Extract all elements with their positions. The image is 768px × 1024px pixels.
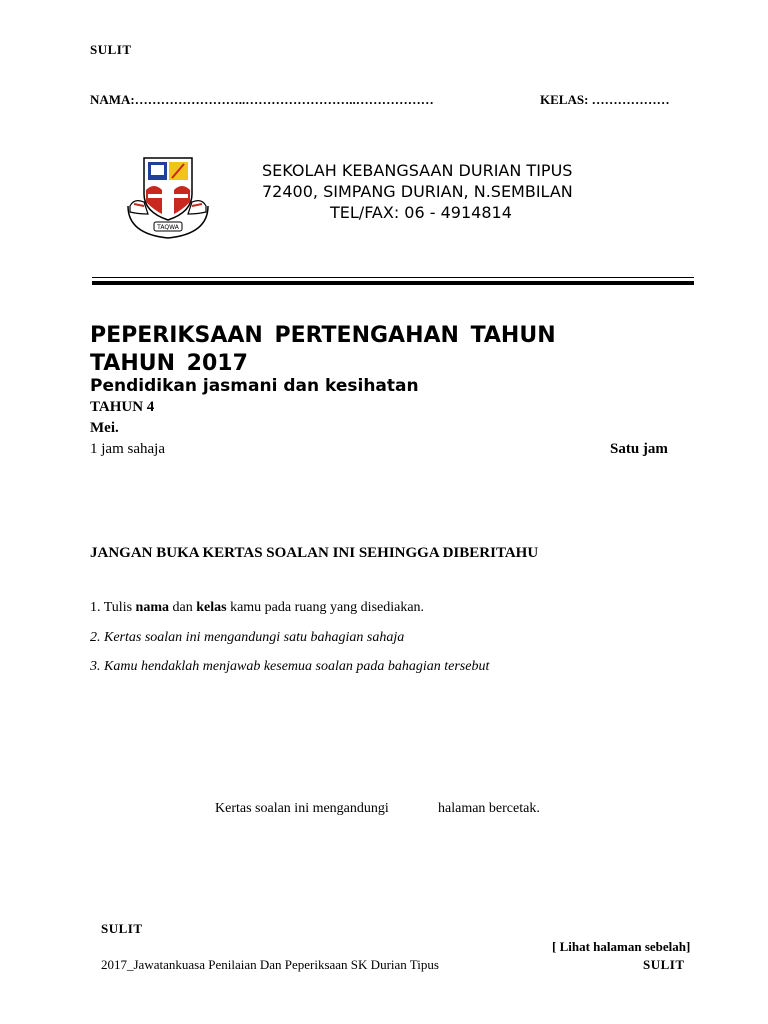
exam-month: Mei. [90, 420, 119, 436]
footer-sulit-right: SULIT [643, 957, 685, 972]
instruction-3: 3. Kamu hendaklah menjawab kesemua soalan pada bahagian tersebut [90, 659, 490, 674]
exam-grade: TAHUN 4 [90, 399, 155, 415]
class-field-label: KELAS: ……………… [540, 92, 670, 107]
pages-note-part2: halaman bercetak. [438, 801, 540, 816]
footer-next-page: [ Lihat halaman sebelah] [552, 939, 691, 954]
instruction-1 [90, 600, 424, 616]
school-crest-icon [124, 154, 212, 242]
exam-subject: Pendidikan jasmani dan kesihatan [90, 376, 419, 396]
exam-title [90, 322, 556, 378]
crest-motto: TAQWA [157, 224, 179, 231]
header-sulit: SULIT [90, 42, 132, 57]
instruction-1-kelas: kelas [196, 600, 227, 615]
footer-organization: 2017_Jawatankuasa Penilaian Dan Peperiksaan SK Durian Tipus [101, 957, 439, 972]
exam-duration: 1 jam sahaja [90, 441, 165, 457]
exam-title-line2: TAHUN 2017 [90, 351, 248, 376]
footer-sulit-left: SULIT [101, 921, 143, 936]
instruction-1-suffix: kamu pada ruang yang disediakan. [226, 600, 425, 615]
school-tel: TEL/FAX: 06 - 4914814 [330, 203, 512, 222]
divider-thick [92, 281, 694, 285]
instruction-1-nama: nama [135, 600, 169, 615]
pages-note-part1: Kertas soalan ini mengandungi [215, 801, 389, 816]
instruction-1-prefix: 1. Tulis [90, 600, 136, 615]
school-address: 72400, SIMPANG DURIAN, N.SEMBILAN [262, 182, 573, 201]
exam-duration-words: Satu jam [610, 441, 668, 457]
exam-title-line1: PEPERIKSAAN PERTENGAHAN TAHUN [90, 323, 556, 348]
name-field-label: NAMA:……………………..……………………..……………… [90, 92, 434, 107]
instruction-1-dan: dan [169, 600, 197, 615]
school-name: SEKOLAH KEBANGSAAN DURIAN TIPUS [262, 161, 573, 180]
instruction-2: 2. Kertas soalan ini mengandungi satu bahagian sahaja [90, 630, 405, 645]
warning-notice: JANGAN BUKA KERTAS SOALAN INI SEHINGGA DIBERITAHU [90, 545, 539, 561]
divider-thin [92, 277, 694, 278]
school-info [262, 160, 573, 223]
